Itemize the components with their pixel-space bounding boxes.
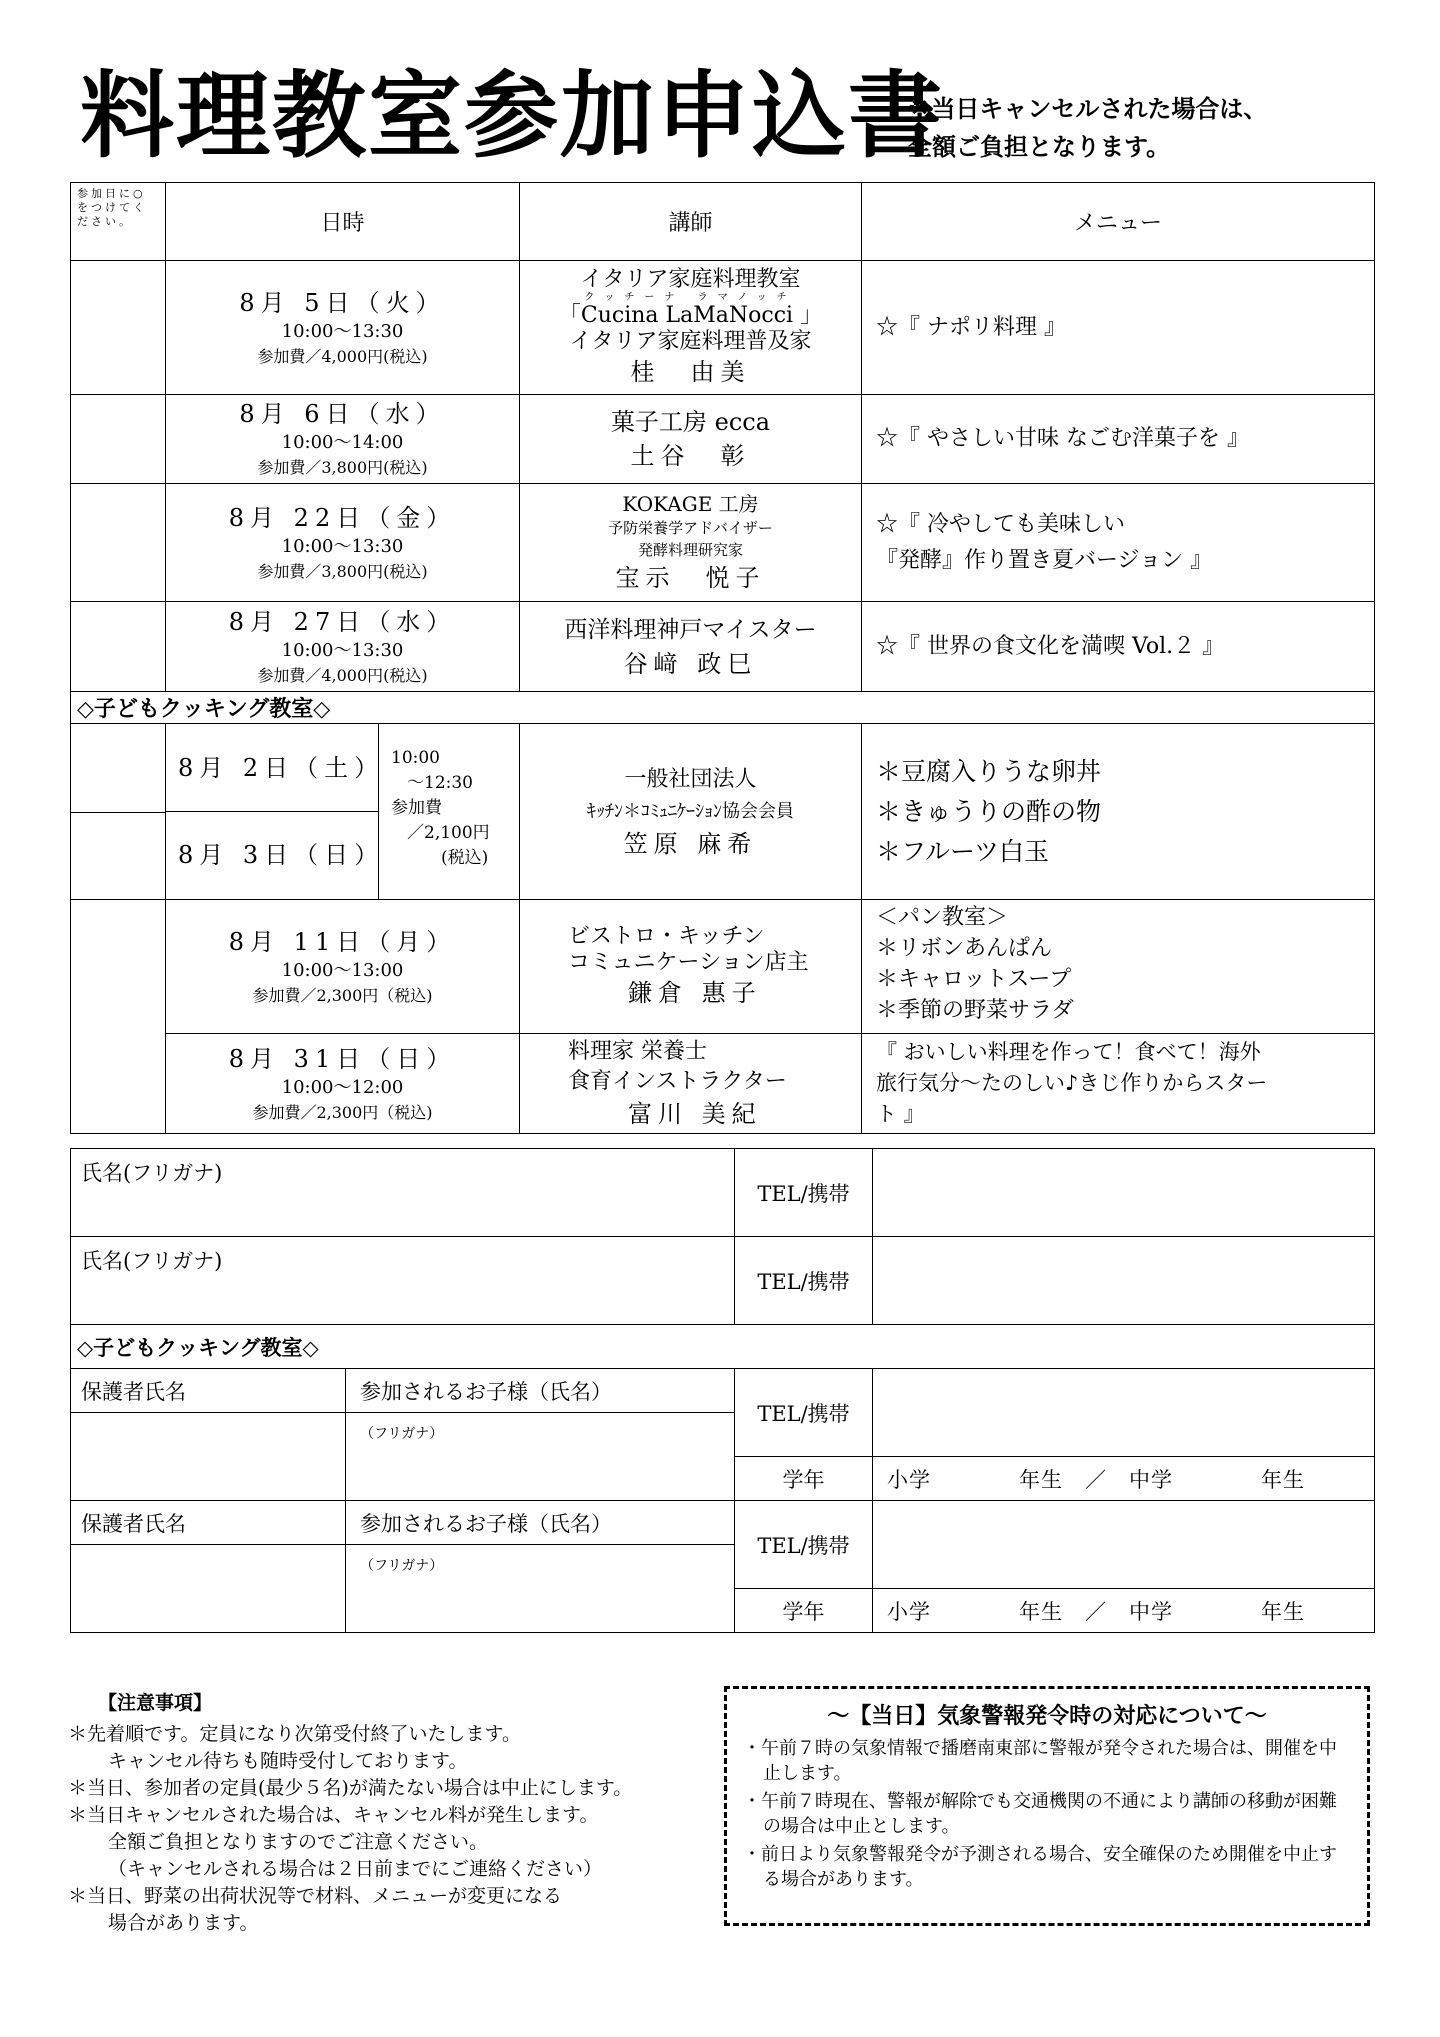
class-fee: 参加費／4,000円(税込) (257, 665, 428, 685)
menu-line: ☆『 やさしい甘味 なごむ洋菓子を 』 (876, 426, 1249, 451)
kids-time-line: 10:00 (391, 748, 440, 768)
class-time: 10:00～13:00 (281, 959, 404, 981)
instructor-line: KOKAGE 工房 (622, 491, 759, 516)
kids-class-row (71, 900, 1375, 1034)
tel-label: TEL/携帯 (735, 1369, 873, 1457)
class-instructor (520, 724, 862, 900)
instructor-ruby: クッチーナ ラマノッチ (584, 291, 797, 303)
attend-check-cell[interactable] (71, 261, 166, 395)
child-name-field[interactable] (346, 1545, 735, 1633)
kids-fee-line: ／2,100円 (407, 823, 490, 843)
class-instructor (520, 395, 862, 484)
kids-datetime (166, 724, 520, 900)
instructor-line: 料理家 栄養士 (568, 1038, 707, 1064)
attend-check-cell[interactable] (71, 395, 166, 484)
note-item: ＊当日、野菜の出荷状況等で材料、メニューが変更になる (68, 1885, 563, 1907)
instructor-line: 西洋料理神戸マイスター (564, 616, 817, 643)
class-datetime (166, 395, 520, 484)
attend-check-cell[interactable] (71, 900, 166, 1134)
guardian-name-field[interactable] (71, 1545, 346, 1633)
tel-field[interactable] (873, 1149, 1375, 1237)
instructor-line: 一般社団法人 (624, 766, 757, 792)
adult-entry-row (71, 1149, 1375, 1237)
cancel-note-line: ※当日キャンセルされた場合は、 (908, 95, 1268, 123)
kids-time-fee (379, 724, 519, 899)
schedule-table (70, 182, 1375, 1134)
class-date: 8月 22日（金） (228, 503, 457, 532)
menu-line: ＊豆腐入りうな卵丼 (876, 756, 1102, 786)
class-datetime (166, 602, 520, 692)
instructor-name: 桂 由美 (630, 357, 751, 386)
note-item: 場合があります。 (108, 1912, 259, 1934)
child-label: 参加されるお子様（氏名） (346, 1369, 735, 1413)
menu-line: ト 』 (876, 1102, 925, 1126)
instructor-header: 講師 (520, 183, 862, 261)
name-field[interactable] (71, 1149, 735, 1237)
notes-section (68, 1690, 728, 1937)
class-fee: 参加費／3,800円(税込) (257, 458, 428, 477)
weather-warning-box (724, 1686, 1370, 1926)
instructor-line: ｷｯﾁﾝ＊ｺﾐｭﾆｹｰｼｮﾝ協会会員 (587, 800, 794, 822)
datetime-header: 日時 (166, 183, 520, 261)
class-time: 10:00～14:00 (281, 432, 404, 453)
guardian-name-field[interactable] (71, 1413, 346, 1501)
instructor-name: 鎌倉 惠子 (628, 978, 762, 1007)
class-row (71, 395, 1375, 484)
instructor-name: 笠原 麻希 (623, 829, 758, 858)
kids-section-row (71, 692, 1375, 724)
instructor-line: 食育インストラクター (568, 1068, 787, 1094)
class-time: 10:00～13:30 (281, 320, 404, 342)
attend-check-cell[interactable] (71, 602, 166, 692)
class-fee: 参加費／4,000円(税込) (257, 346, 428, 366)
grade-label: 学年 (735, 1589, 873, 1633)
class-datetime (166, 900, 520, 1034)
class-fee: 参加費／3,800円(税込) (257, 561, 428, 581)
menu-line: ＊キャロットスープ (876, 967, 1072, 992)
class-instructor (520, 602, 862, 692)
class-datetime (166, 261, 520, 395)
tel-field[interactable] (873, 1369, 1375, 1457)
attend-check-cell[interactable] (71, 813, 165, 899)
attend-check-cell[interactable] (71, 484, 166, 602)
child-name-field[interactable] (346, 1413, 735, 1501)
kids-fee-line: 参加費 (391, 798, 442, 818)
menu-line: 『発酵』作り置き夏バージョン 』 (876, 547, 1213, 573)
menu-line: 旅行気分～たのしい♪きじ作りからスター (876, 1071, 1268, 1095)
note-item: ＊先着順です。定員になり次第受付終了いたします。 (68, 1723, 521, 1745)
note-item: （キャンセルされる場合は２日前までにご連絡ください） (108, 1858, 603, 1880)
notes-heading: 【注意事項】 (98, 1692, 213, 1714)
kids-fee-line: (税込) (441, 848, 489, 868)
instructor-line: 発酵料理研究家 (637, 540, 743, 559)
kids-date: 8月 3日（日） (178, 841, 385, 869)
class-menu (862, 1034, 1375, 1134)
guardian-label: 保護者氏名 (71, 1501, 346, 1545)
kid-entry-header-row (71, 1501, 1375, 1545)
note-item: ＊当日キャンセルされた場合は、キャンセル料が発生します。 (68, 1804, 599, 1826)
tel-field[interactable] (873, 1501, 1375, 1589)
class-datetime (166, 1034, 520, 1134)
tel-label: TEL/携帯 (735, 1149, 873, 1237)
class-instructor (520, 261, 862, 395)
class-time: 10:00～13:30 (281, 639, 404, 661)
grade-field[interactable]: 小学 年生 ／ 中学 年生 (873, 1457, 1375, 1501)
instructor-line: 予防栄養学アドバイザー (608, 518, 773, 537)
class-date: 8月 5日（火） (239, 288, 446, 317)
class-menu (862, 484, 1375, 602)
note-item: キャンセル待ちも随時受付しております。 (108, 1750, 468, 1772)
page-title: 料理教室参加申込書 (80, 62, 945, 171)
class-menu (862, 395, 1375, 484)
attend-check-cell[interactable] (71, 725, 165, 813)
menu-line: ＊季節の野菜サラダ (876, 998, 1074, 1023)
class-menu (862, 900, 1375, 1034)
instructor-name: 谷﨑 政巳 (623, 649, 758, 678)
class-fee: 参加費／2,300円（税込) (252, 1102, 433, 1122)
guardian-label: 保護者氏名 (71, 1369, 346, 1413)
cancel-note (908, 90, 1267, 166)
class-row (71, 602, 1375, 692)
weather-title: ～【当日】気象警報発令時の対応について～ (827, 1704, 1267, 1729)
kids-dates (166, 724, 385, 899)
menu-line: ＊きゅうりの酢の物 (876, 796, 1102, 826)
tel-label: TEL/携帯 (735, 1501, 873, 1589)
class-instructor (520, 1034, 862, 1134)
furigana-label: （フリガナ） (360, 1426, 444, 1442)
instructor-name: 富川 美紀 (628, 1099, 762, 1128)
instructor-line: イタリア家庭料理普及家 (569, 328, 812, 354)
class-datetime (166, 484, 520, 602)
note-item: ＊当日、参加者の定員(最少５名)が満たない場合は中止にします。 (68, 1777, 633, 1799)
instructor-name: 宝示 悦子 (615, 563, 766, 592)
menu-line: ＜パン教室＞ (876, 905, 1009, 930)
class-menu (862, 602, 1375, 692)
adult-entry-row (71, 1237, 1375, 1325)
instructor-line: 「Cucina LaMaNocci 」 (558, 302, 823, 328)
class-date: 8月 11日（月） (228, 927, 457, 956)
instructor-line: 菓子工房 ecca (610, 408, 771, 436)
schedule-header-row (71, 183, 1375, 261)
class-row (71, 261, 1375, 395)
application-form (70, 1148, 1375, 1633)
class-instructor (520, 484, 862, 602)
menu-line: ☆『 世界の食文化を満喫 Vol.２ 』 (876, 633, 1225, 659)
name-label: 氏名(フリガナ) (81, 1161, 223, 1185)
tel-label: TEL/携帯 (735, 1237, 873, 1325)
class-time: 10:00～12:00 (281, 1076, 404, 1098)
instructor-line: イタリア家庭料理教室 (580, 266, 801, 292)
kids-date: 8月 2日（土） (166, 724, 378, 812)
class-date: 8月 27日（水） (228, 607, 457, 636)
furigana-label: （フリガナ） (360, 1558, 444, 1574)
class-menu (862, 261, 1375, 395)
tel-field[interactable] (873, 1237, 1375, 1325)
menu-header: メニュー (862, 183, 1375, 261)
class-instructor (520, 900, 862, 1034)
class-menu (862, 724, 1375, 900)
kid-entry-header-row (71, 1369, 1375, 1413)
weather-item: ・前日より気象警報発令が予測される場合、安全確保のため開催を中止する場合があります。 (743, 1844, 1337, 1890)
note-item: 全額ご負担となりますのでご注意ください。 (108, 1831, 489, 1853)
kids-class-row (71, 724, 1375, 900)
grade-field[interactable]: 小学 年生 ／ 中学 年生 (873, 1589, 1375, 1633)
class-date: 8月 6日（水） (239, 400, 446, 428)
menu-line: ＊フルーツ白玉 (876, 836, 1050, 866)
child-label: 参加されるお子様（氏名） (346, 1501, 735, 1545)
weather-item: ・午前７時現在、警報が解除でも交通機関の不通により講師の移動が困難の場合は中止とします。 (743, 1791, 1337, 1837)
instructor-line: コミュニケーション店主 (568, 949, 809, 975)
class-fee: 参加費／2,300円（税込) (252, 985, 433, 1005)
name-label: 氏名(フリガナ) (81, 1249, 223, 1273)
weather-item: ・午前７時の気象情報で播磨南東部に警報が発令された場合は、開催を中止します。 (743, 1738, 1337, 1784)
name-field[interactable] (71, 1237, 735, 1325)
attend-check-pair (71, 724, 166, 900)
check-column-header: 参加日に○をつけてください。 (71, 183, 166, 261)
menu-line: ☆『 冷やしても美味しい (876, 511, 1125, 537)
instructor-line: ビストロ・キッチン (568, 923, 765, 949)
form-kids-section-row (71, 1325, 1375, 1369)
kids-class-row (71, 1034, 1375, 1134)
kids-time-line: ～12:30 (407, 773, 473, 793)
class-time: 10:00～13:30 (281, 535, 404, 557)
class-row (71, 484, 1375, 602)
form-kids-section-heading: ◇子どもクッキング教室◇ (71, 1325, 1375, 1369)
menu-line: ＊リボンあんぱん (876, 936, 1053, 961)
class-date: 8月 31日（日） (228, 1044, 457, 1073)
grade-label: 学年 (735, 1457, 873, 1501)
instructor-name: 土谷 彰 (630, 442, 751, 470)
kids-section-heading: ◇子どもクッキング教室◇ (71, 692, 1375, 724)
menu-line: 『 おいしい料理を作って！食べて！海外 (876, 1040, 1261, 1064)
menu-line: ☆『 ナポリ料理 』 (876, 314, 1066, 340)
cancel-note-line: 全額ご負担となります。 (908, 133, 1171, 161)
